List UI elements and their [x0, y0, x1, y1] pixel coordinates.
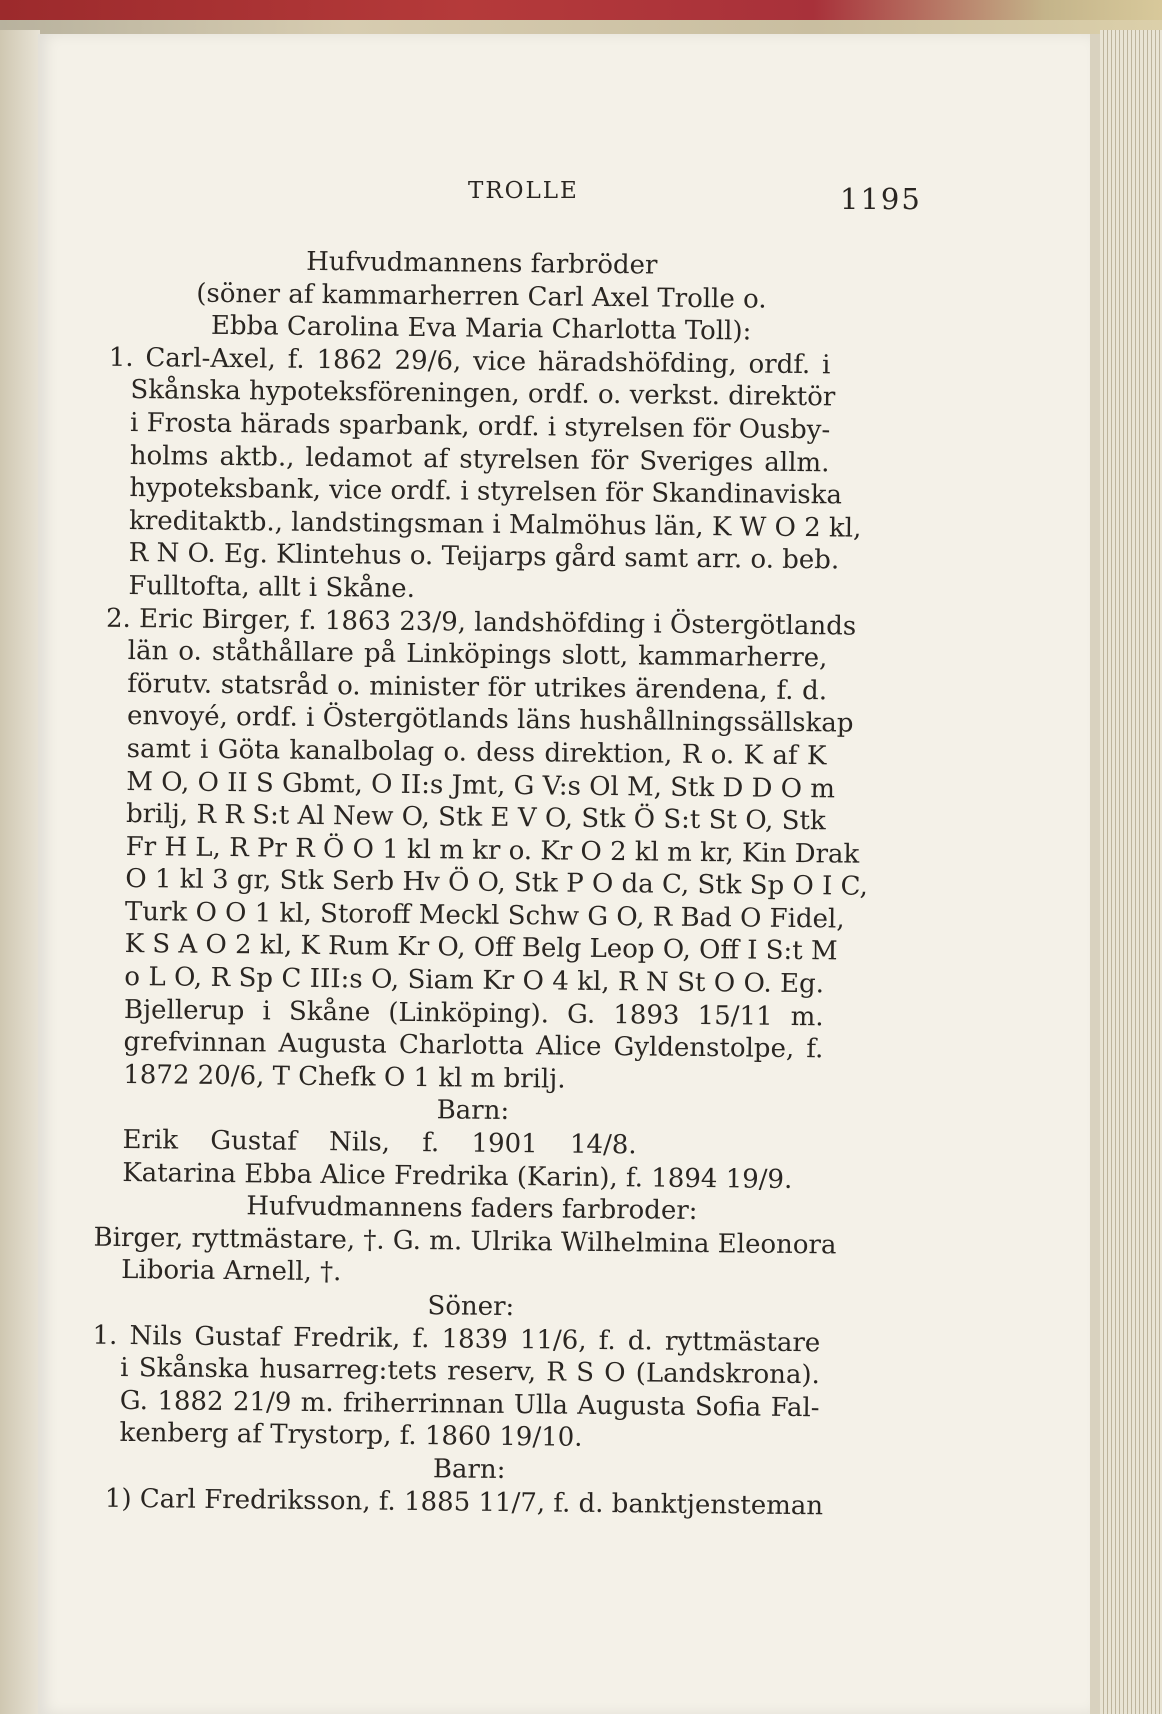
text-line: holms aktb., ledamot af styrelsen för Sveriges allm.	[129, 440, 830, 478]
text-line: Liboria Arnell, †.	[121, 1255, 342, 1288]
text-line: Söner:	[427, 1291, 515, 1323]
text-line: R N O. Eg. Klintehus o. Teijarps gård samt arr. o. beb.	[128, 538, 840, 576]
text-line: 2. Eric Birger, f. 1863 23/9, landshöfding i Östergötlands	[105, 603, 857, 642]
text-line: hypoteksbank, vice ordf. i styrelsen för Skandinaviska	[129, 473, 843, 511]
book-top-edge	[0, 0, 1162, 30]
text-line: Birger, ryttmästare, †. G. m. Ulrika Wilhelmina Eleonora	[93, 1222, 837, 1261]
text-line: förutv. statsråd o. minister för utrikes ärendena, f. d.	[127, 668, 828, 707]
text-line: samt i Göta kanalbolag o. dess direktion, R o. K af K	[126, 733, 827, 772]
page-body	[92, 244, 922, 1523]
text-line: Katarina Ebba Alice Fredrika (Karin), f. 1894 19/9.	[122, 1157, 793, 1195]
text-line: Turk O O 1 kl, Storoff Meckl Schw G O, R Bad O Fidel,	[124, 896, 845, 935]
text-line: Fulltofta, allt i Skåne.	[128, 570, 416, 604]
text-line: Fr H L, R Pr R Ö O 1 kl m kr o. Kr O 2 kl m kr, Kin Drak	[125, 831, 860, 870]
text-line: G. 1882 21/9 m. friherrinnan Ulla Augusta Sofia Fal-	[119, 1385, 820, 1424]
text-line: o L O, R Sp C III:s O, Siam Kr O 4 kl, R N St O O. Eg.	[124, 962, 825, 1000]
text-line: Skånska hypoteksföreningen, ordf. o. verkst. direktör	[130, 375, 836, 413]
text-line: kenberg af Trystorp, f. 1860 19/10.	[119, 1418, 583, 1454]
text-line: i Frosta härads sparbank, ordf. i styrelsen för Ousby-	[129, 407, 831, 446]
running-head	[420, 178, 920, 218]
text-line: län o. ståthållare på Linköpings slott, kammarherre,	[127, 636, 828, 674]
text-line: (söner af kammarherren Carl Axel Trolle o.	[196, 278, 767, 315]
text-line: Bjellerup i Skåne (Linköping). G. 1893 15/11 m.	[123, 994, 824, 1032]
running-head-title: TROLLE	[468, 178, 579, 204]
text-line: Hufvudmannens farbröder	[306, 246, 658, 281]
text-line: envoyé, ordf. i Östergötlands läns hushållningssällskap	[126, 701, 854, 739]
text-line: 1872 20/6, T Chefk O 1 kl m brilj.	[123, 1059, 566, 1095]
text-line: Erik Gustaf Nils, f. 1901 14/8.	[122, 1124, 637, 1161]
text-line: Barn:	[436, 1095, 510, 1127]
text-line: i Skånska husarreg:tets reserv, R S O (Landskrona).	[120, 1353, 821, 1391]
text-line: 1. Nils Gustaf Fredrik, f. 1839 11/6, f. d. ryttmästare	[92, 1320, 821, 1358]
text-line: kreditaktb., landstingsman i Malmöhus län, K W O 2 kl,	[128, 505, 862, 544]
text-line: K S A O 2 kl, K Rum Kr O, Off Belg Leop O, Off I S:t M	[124, 929, 838, 967]
page-edges	[1100, 30, 1162, 1714]
page-gutter	[0, 30, 40, 1714]
text-line: Ebba Carolina Eva Maria Charlotta Toll):	[210, 311, 752, 347]
text-line: O 1 kl 3 gr, Stk Serb Hv Ö O, Stk P O da C, Stk Sp O I C,	[125, 864, 868, 903]
page-number: 1195	[840, 182, 922, 216]
text-line: Hufvudmannens faders farbroder:	[246, 1191, 698, 1227]
text-line: Barn:	[432, 1454, 506, 1485]
text-line: 1) Carl Fredriksson, f. 1885 11/7, f. d. banktjensteman	[104, 1483, 824, 1521]
text-line: M O, O II S Gbmt, O II:s Jmt, G V:s Ol M, Stk D D O m	[126, 766, 836, 804]
text-line: brilj, R R S:t Al New O, Stk E V O, Stk Ö S:t St O, Stk	[125, 799, 826, 837]
text-line: 1. Carl-Axel, f. 1862 29/6, vice häradshöfding, ordf. i	[108, 342, 831, 381]
text-line: grefvinnan Augusta Charlotta Alice Gyldenstolpe, f.	[123, 1027, 824, 1065]
